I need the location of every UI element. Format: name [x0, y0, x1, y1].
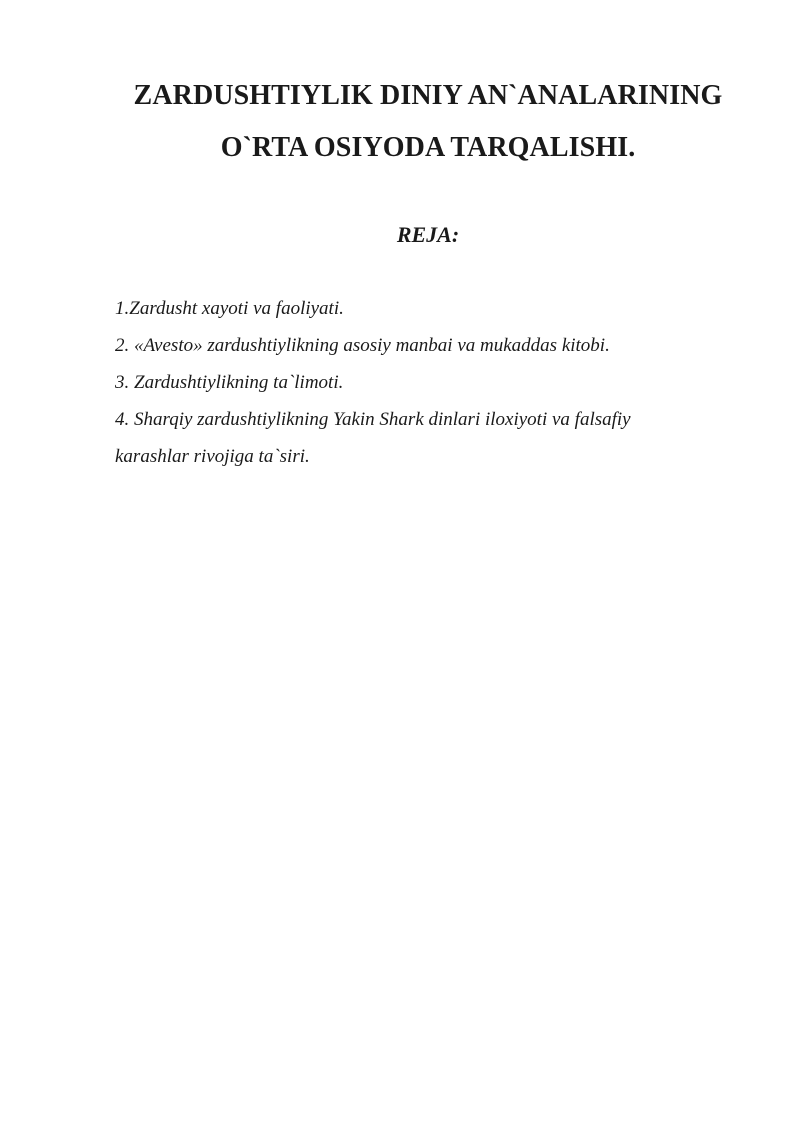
document-title-line-1: ZARDUSHTIYLIK DINIY AN`ANALARINING [133, 80, 723, 111]
plan-item: 2. «Avesto» zardushtiylikning asosiy manbai va mukaddas kitobi. [115, 335, 610, 356]
plan-list [115, 290, 715, 475]
plan-item: 1.Zardusht xayoti va faoliyati. [115, 298, 344, 319]
document-title-line-2: O`RTA OSIYODA TARQALISHI. [220, 132, 636, 163]
plan-item-continuation: karashlar rivojiga ta`siri. [115, 446, 310, 467]
plan-item: 3. Zardushtiylikning ta`limoti. [115, 372, 344, 393]
plan-heading: REJA: [396, 222, 460, 247]
plan-item: 4. Sharqiy zardushtiylikning Yakin Shark dinlari iloxiyoti va falsafiy [115, 409, 631, 430]
